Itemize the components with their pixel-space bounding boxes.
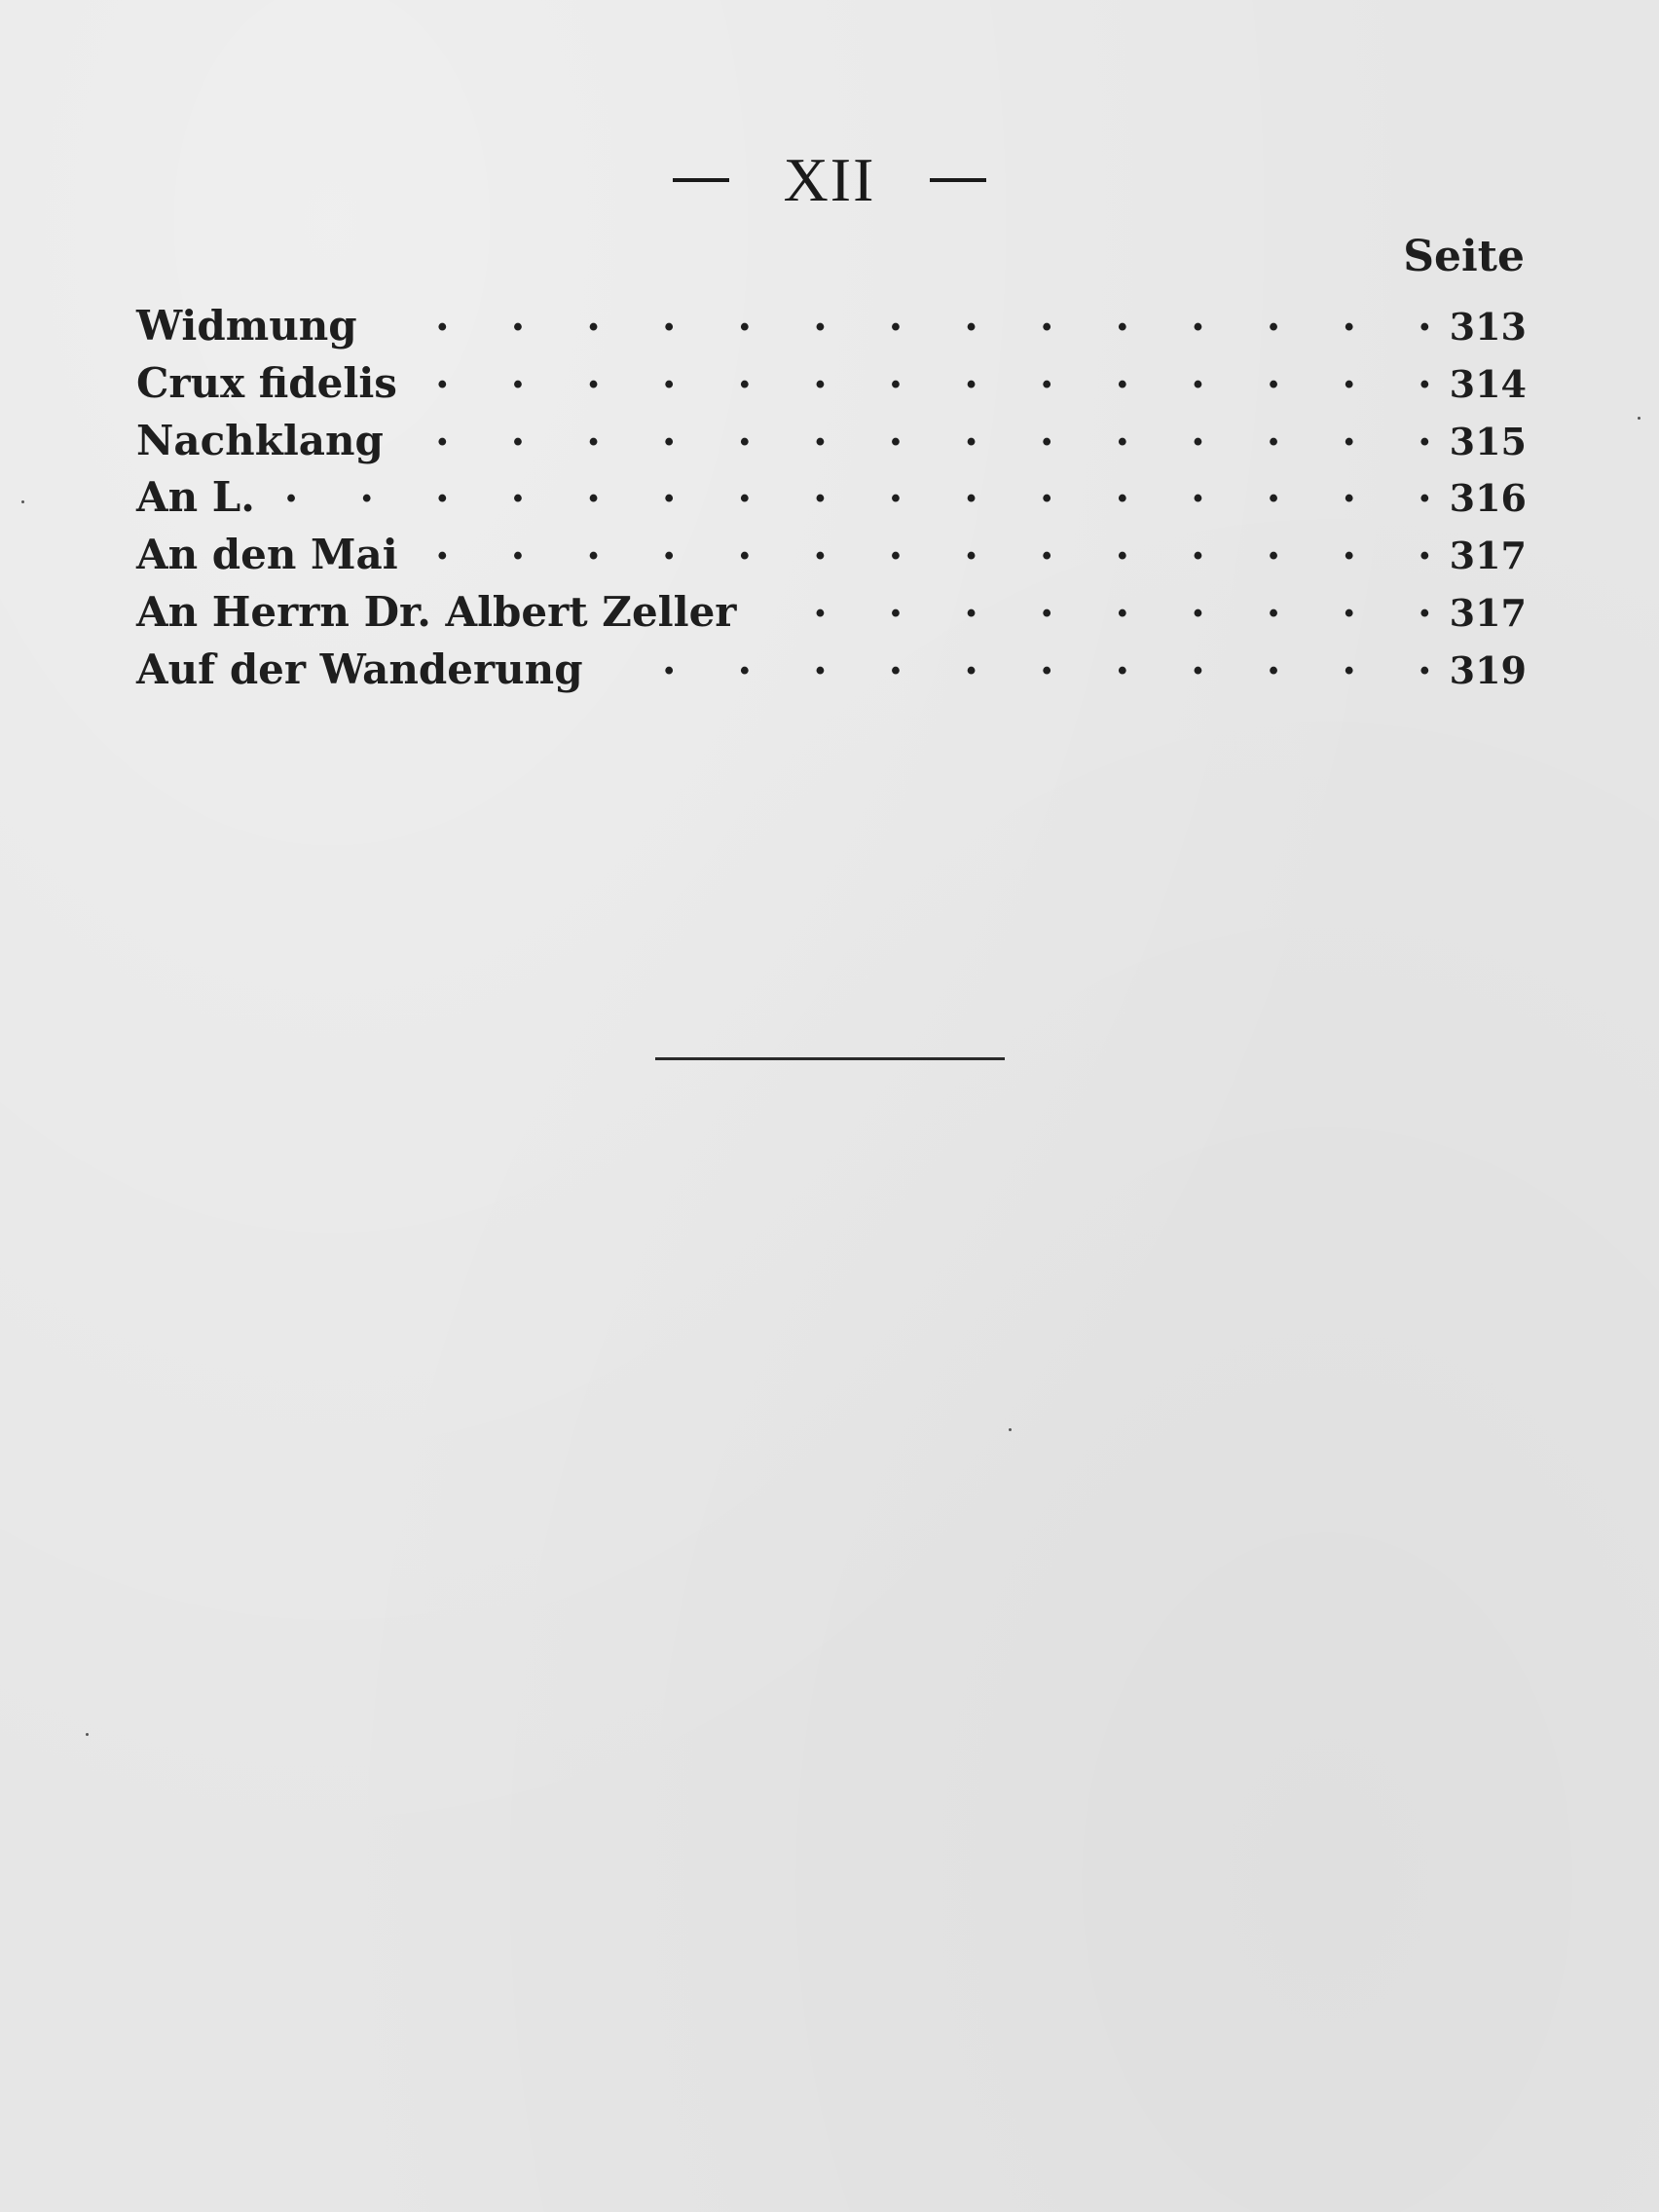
page-number	[0, 144, 1659, 216]
paper-speck	[1009, 1428, 1012, 1431]
toc-entry-title: An L.	[136, 473, 255, 522]
page-number-text: XII	[783, 145, 876, 214]
toc-entry	[136, 578, 1527, 636]
toc-entry-title: Nachklang	[136, 416, 384, 464]
toc-entry-page: 319	[1449, 647, 1527, 692]
toc-entry	[136, 636, 1527, 693]
toc-entry	[136, 407, 1527, 464]
page-column-header: Seite	[1403, 232, 1525, 281]
dot-leader	[419, 350, 1432, 397]
toc-entry	[136, 350, 1527, 407]
toc-entry-title: An Herrn Dr. Albert Zeller	[136, 587, 737, 636]
toc-entry-page: 317	[1449, 534, 1527, 578]
paper-speck	[86, 1733, 89, 1736]
dot-leader	[379, 292, 1432, 340]
dot-leader	[757, 578, 1431, 626]
toc-entry-page: 314	[1449, 361, 1527, 406]
paper-speck	[21, 500, 24, 503]
end-rule	[655, 1057, 1005, 1060]
toc-entry	[136, 292, 1527, 350]
toc-entry-page: 317	[1449, 590, 1527, 635]
toc-entry-page: 316	[1449, 476, 1527, 521]
dot-leader	[405, 407, 1432, 455]
toc-entry-title: Crux fidelis	[136, 358, 397, 407]
toc-entry-title: Auf der Wanderung	[136, 645, 583, 693]
right-dash	[930, 178, 986, 182]
toc-entry	[136, 521, 1527, 578]
toc-entry-page: 313	[1449, 305, 1527, 349]
toc-entry	[136, 463, 1527, 521]
toc-entry-title: An den Mai	[136, 531, 398, 579]
table-of-contents	[136, 292, 1527, 693]
dot-leader	[276, 463, 1432, 511]
paper-speck	[1638, 417, 1641, 420]
toc-entry-page: 315	[1449, 419, 1527, 463]
dot-leader	[605, 636, 1432, 683]
toc-entry-title: Widmung	[136, 302, 357, 350]
left-dash	[673, 178, 729, 182]
dot-leader	[420, 521, 1432, 569]
